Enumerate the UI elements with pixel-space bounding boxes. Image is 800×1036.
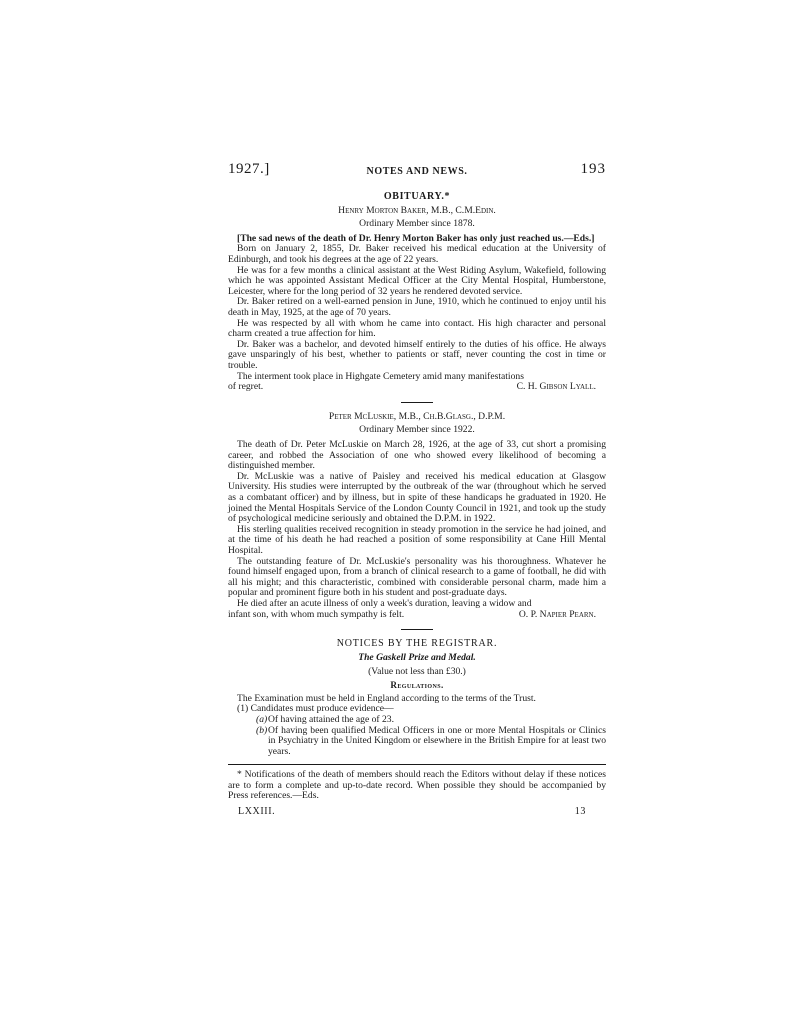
subitem-text: Of having been qualified Medical Officers in one or more Mental Hospitals or Clinics in Psychiatry in the United Kingdom or elsewhere in the British Empire for at least two years. xyxy=(268,724,606,757)
baker-membership: Ordinary Member since 1878. xyxy=(359,218,475,230)
header-section-title: NOTES AND NEWS. xyxy=(366,166,468,177)
baker-signature: C. H. Gibson Lyall. xyxy=(516,381,596,393)
subitem-mark: (a) xyxy=(256,713,268,725)
regulation-subitem xyxy=(228,726,606,758)
prize-title: The Gaskell Prize and Medal. xyxy=(358,651,476,663)
footnote-text: * Notifications of the death of members should reach the Editors without delay if these notices are to form a complete and up-to-date record. When possible they should be accompanied by Press references.—Eds. xyxy=(228,769,606,802)
running-header xyxy=(228,161,606,186)
obituary-heading: OBITUARY.* xyxy=(383,191,451,202)
footnote-divider xyxy=(228,764,606,765)
notices-heading: NOTICES BY THE REGISTRAR. xyxy=(336,638,498,650)
mcluskie-paragraph: He died after an acute illness of only a week's duration, leaving a widow and xyxy=(237,597,532,609)
footnote xyxy=(228,770,606,802)
section-divider xyxy=(401,629,433,630)
baker-paragraph: Dr. Baker retired on a well-earned pension in June, 1910, which he continued to enjoy until his death in May, 1925, at the age of 70 years. xyxy=(228,296,606,318)
section-divider xyxy=(401,402,433,403)
mcluskie-closing-text: infant son, with whom much sympathy is felt. xyxy=(228,608,405,620)
baker-paragraph: [The sad news of the death of Dr. Henry Morton Baker has only just reached us.—Eds.] xyxy=(237,232,595,244)
prize-value: (Value not less than £30.) xyxy=(368,665,466,677)
baker-paragraph: Born on January 2, 1855, Dr. Baker received his medical education at the University of Edinburgh, and took his degrees at the age of 22 years. xyxy=(228,243,606,265)
mcluskie-paragraph: Dr. McLuskie was a native of Paisley and received his medical education at Glasgow University. His studies were interrupted by the outbreak of the war (throughout which he served as a combatant officer) and by illness, but in spite of these handicaps he graduated in 1920. He joined the Mental Hospitals Service of the London County Council in 1921, and took up the study of psychological medicine seriously and obtained the D.P.M. in 1922. xyxy=(228,470,606,525)
volume-number: LXXIII. xyxy=(238,806,276,818)
mcluskie-signature: O. P. Napier Pearn. xyxy=(518,608,596,620)
subitem-text: Of having attained the age of 23. xyxy=(268,713,395,725)
regulations-intro: The Examination must be held in England according to the terms of the Trust. xyxy=(237,692,536,704)
baker-signature-row xyxy=(228,382,606,393)
mcluskie-signature-row xyxy=(228,610,606,621)
header-year: 1927.] xyxy=(228,161,270,177)
regulation-subitem xyxy=(228,715,606,726)
baker-paragraph: Dr. Baker was a bachelor, and devoted himself entirely to the duties of his office. He always gave unsparingly of his best, whether to patients or staff, never counting the cost in time or trouble. xyxy=(228,338,606,371)
regulations-heading: Regulations. xyxy=(390,680,444,691)
document-page xyxy=(228,161,606,818)
baker-closing-text: of regret. xyxy=(228,381,264,393)
page-footer xyxy=(228,807,606,818)
subitem-mark: (b) xyxy=(256,724,268,736)
mcluskie-name: Peter McLuskie, M.B., Ch.B.Glasg., D.P.M. xyxy=(328,410,506,422)
baker-paragraph: The interment took place in Highgate Cemetery amid many manifestations xyxy=(237,370,524,382)
mcluskie-membership: Ordinary Member since 1922. xyxy=(359,424,475,436)
baker-paragraph: He was for a few months a clinical assistant at the West Riding Asylum, Wakefield, following which he was appointed Assistant Medical Officer at the City Mental Hospital, Humberstone, Leicester, where for the long period of 32 years he rendered devoted service. xyxy=(228,264,606,297)
mcluskie-paragraph: The death of Dr. Peter McLuskie on March 28, 1926, at the age of 33, cut short a promising career, and robbed the Association of one who showed every likelihood of becoming a distinguished member. xyxy=(228,439,606,472)
mcluskie-paragraph: The outstanding feature of Dr. McLuskie's personality was his thoroughness. Whatever he found himself engaged upon, from a branch of clinical research to a game of football, he did with all his might; and this characteristic, combined with considerable personal charm, made him a popular and prominent figure both in his student and post-graduate days. xyxy=(228,555,606,599)
baker-paragraph: He was respected by all with whom he came into contact. His high character and personal charm created a true affection for him. xyxy=(228,317,606,340)
signature-mark: 13 xyxy=(574,806,586,818)
page-number: 193 xyxy=(580,161,606,177)
baker-name: Henry Morton Baker, M.B., C.M.Edin. xyxy=(338,204,496,216)
mcluskie-paragraph: His sterling qualities received recognition in steady promotion in the service he had joined, and at the time of his death he had reached a position of some responsibility at Cane Hill Mental Hospital. xyxy=(228,523,606,556)
regulation-rule: (1) Candidates must produce evidence— xyxy=(237,703,394,715)
